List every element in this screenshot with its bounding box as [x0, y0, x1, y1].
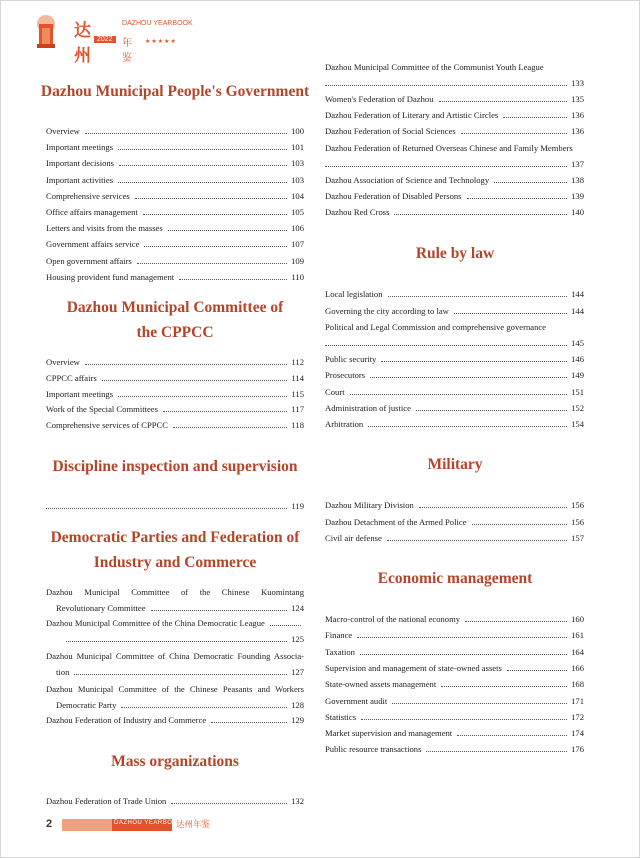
- toc-page-number: 136: [571, 126, 584, 136]
- leader-dots: [467, 198, 567, 199]
- toc-entry[interactable]: [46, 223, 304, 234]
- leader-dots: [119, 165, 287, 166]
- toc-page-number: 139: [571, 191, 584, 201]
- toc-page-number: 172: [571, 711, 584, 722]
- toc-entry[interactable]: [325, 679, 584, 690]
- section-title-mass-organizations: Mass organizations: [111, 753, 239, 770]
- toc-entry-label: Statistics: [325, 711, 357, 722]
- toc-entry[interactable]: [46, 142, 304, 153]
- footer-chinese-title: 达州年鉴: [176, 820, 211, 830]
- leader-dots: [143, 214, 287, 215]
- leader-dots: [102, 380, 287, 381]
- toc-entry[interactable]: [46, 357, 304, 368]
- toc-entry-label: Overview: [46, 357, 80, 367]
- toc-page-number: 106: [291, 223, 304, 234]
- toc-entry-label: Local legislation: [325, 289, 383, 299]
- leader-dots: [361, 719, 567, 720]
- toc-page-number: 149: [571, 370, 584, 381]
- toc-entry[interactable]: [325, 630, 584, 641]
- toc-entry-label: Important activities: [46, 174, 114, 185]
- toc-page-number: 115: [291, 388, 304, 399]
- toc-entry-label: Government audit: [325, 695, 388, 706]
- leader-dots: [137, 263, 287, 264]
- toc-entry-label: Administration of justice: [325, 402, 411, 413]
- toc-page-number: 166: [571, 662, 584, 673]
- leader-dots: [357, 637, 567, 638]
- section-title-rule-by-law: Rule by law: [415, 245, 495, 262]
- leader-dots: [426, 751, 567, 752]
- toc-entry-label: Dazhou Association of Science and Technology: [325, 175, 490, 185]
- leader-dots: [439, 101, 568, 102]
- leader-dots: [394, 214, 567, 215]
- section-title-economic-management: Economic management: [377, 570, 533, 587]
- toc-entry-youth-league[interactable]: Dazhou Municipal Committee of the Communist Youth League 133: [325, 62, 584, 88]
- leader-dots: [85, 133, 287, 134]
- leader-dots: [503, 117, 567, 118]
- leader-dots: [465, 621, 567, 622]
- toc-entry[interactable]: [325, 728, 584, 739]
- toc-page-number: 104: [291, 190, 304, 201]
- section-title-cppcc-line2: the CPPCC: [136, 324, 214, 341]
- toc-entry[interactable]: [325, 533, 584, 544]
- toc-page-number: 152: [571, 402, 584, 413]
- toc-entry[interactable]: [325, 419, 584, 430]
- toc-entry[interactable]: [46, 126, 304, 137]
- toc-page-number: 100: [291, 126, 304, 136]
- toc-entry-label: Finance: [325, 630, 353, 641]
- toc-entry-label: Office affairs management: [46, 207, 138, 217]
- section-title-parties-line1: Democratic Parties and Federation of: [50, 529, 300, 546]
- leader-dots: [370, 377, 567, 378]
- toc-entry-label: Comprehensive services: [46, 190, 130, 201]
- toc-entry[interactable]: [46, 373, 304, 384]
- leader-dots: [457, 735, 567, 736]
- logo-english-title: DAZHOU YEARBOOK: [122, 20, 193, 27]
- toc-entry[interactable]: [46, 175, 304, 186]
- toc-page-number: 156: [571, 516, 584, 527]
- toc-entry-label: Dazhou Federation of Literary and Artistic Circles: [325, 110, 499, 120]
- toc-entry[interactable]: [46, 239, 304, 250]
- section-title-cppcc: [40, 295, 310, 345]
- leader-dots: [368, 426, 567, 427]
- leader-dots: [118, 149, 287, 150]
- toc-entry-overseas-chinese[interactable]: Dazhou Federation of Returned Overseas Chinese and Family Members 137: [325, 143, 584, 169]
- toc-entry-label: Dazhou Military Division: [325, 500, 414, 510]
- leader-dots: [118, 396, 287, 397]
- toc-entry[interactable]: [325, 207, 584, 218]
- toc-page-number: 168: [571, 679, 584, 690]
- toc-page-number: 103: [291, 158, 304, 169]
- toc-entry[interactable]: [325, 696, 584, 707]
- toc-entry-label: State-owned assets management: [325, 679, 437, 690]
- toc-entry-label: Dazhou Federation of Disabled Persons: [325, 191, 462, 201]
- toc-entry-label: Prosecutors: [325, 370, 366, 381]
- toc-page-number: 109: [291, 255, 304, 266]
- leader-dots: [179, 279, 287, 280]
- toc-entry[interactable]: [325, 663, 584, 674]
- toc-page-number: 154: [571, 419, 584, 430]
- toc-entry-label: Governing the city according to law: [325, 305, 449, 316]
- toc-entry[interactable]: [325, 110, 584, 121]
- toc-page-number: 119: [291, 501, 304, 511]
- toc-page-number: 146: [571, 354, 584, 364]
- leader-dots: [416, 410, 567, 411]
- toc-entry[interactable]: [325, 289, 584, 300]
- toc-entry[interactable]: [325, 403, 584, 414]
- toc-page-number: 135: [571, 94, 584, 104]
- toc-entry-label: Supervision and management of state-owned assets: [325, 662, 502, 673]
- logo-stars: ★★★★★: [145, 39, 177, 45]
- leader-dots: [419, 507, 567, 508]
- toc-entry-label: CPPCC affairs: [46, 372, 97, 383]
- toc-entry[interactable]: [325, 614, 584, 625]
- toc-page-number: 161: [571, 630, 584, 641]
- page-number: 2: [46, 818, 53, 830]
- toc-entry-label: Dazhou Detachment of the Armed Police: [325, 516, 467, 527]
- toc-entry-label: Public security: [325, 354, 377, 364]
- toc-entry[interactable]: [46, 389, 304, 400]
- toc-page-number: 117: [291, 404, 304, 415]
- toc-page-number: 110: [291, 271, 304, 282]
- toc-entry-label: Open government affairs: [46, 255, 132, 266]
- toc-page-number: 151: [571, 386, 584, 397]
- toc-page-number: 144: [571, 289, 584, 299]
- leader-dots: [472, 524, 567, 525]
- toc-entry[interactable]: [325, 354, 584, 365]
- toc-entry-discipline[interactable]: [46, 501, 304, 512]
- leader-dots: [441, 686, 567, 687]
- leader-dots: [392, 703, 567, 704]
- leader-dots: [144, 246, 287, 247]
- toc-entry-peasants-workers[interactable]: Dazhou Municipal Committee of the Chinese Peasants and Workers Democratic Party 128: [46, 684, 304, 710]
- toc-page-number: 107: [291, 239, 304, 250]
- leader-dots: [461, 133, 567, 134]
- leader-dots: [454, 313, 567, 314]
- toc-page-number: 160: [571, 614, 584, 624]
- toc-entry[interactable]: [46, 420, 304, 431]
- toc-entry-kuomintang[interactable]: Dazhou Municipal Committee of the Chinese Kuomintang Revolutionary Committee 124: [46, 587, 304, 613]
- leader-dots: [387, 540, 567, 541]
- leader-dots: [494, 182, 567, 183]
- toc-entry[interactable]: [325, 306, 584, 317]
- toc-entry[interactable]: [46, 158, 304, 169]
- toc-entry-label: Women's Federation of Dazhou: [325, 94, 434, 104]
- logo-nianjian: 年鉴: [122, 38, 132, 64]
- toc-page-number: 103: [291, 174, 304, 185]
- toc-entry-label: Letters and visits from the masses: [46, 223, 163, 234]
- toc-entry-industry-commerce[interactable]: Dazhou Federation of Industry and Commerce 129: [46, 715, 304, 725]
- toc-entry-label: Comprehensive services of CPPCC: [46, 420, 168, 431]
- toc-entry-label: Important meetings: [46, 388, 114, 399]
- toc-entry-label: Work of the Special Committees: [46, 404, 158, 415]
- toc-page-number: 101: [291, 142, 304, 153]
- leader-dots: [381, 361, 567, 362]
- logo-year: 2022: [94, 36, 116, 43]
- toc-page-number: 157: [571, 533, 584, 543]
- toc-page-number: 144: [571, 305, 584, 316]
- section-title-government: Dazhou Municipal People's Government: [40, 83, 310, 100]
- toc-entry-label: Dazhou Federation of Social Sciences: [325, 126, 456, 136]
- toc-entry-label: Court: [325, 386, 345, 397]
- toc-page-number: 136: [571, 110, 584, 120]
- toc-entry[interactable]: [325, 191, 584, 202]
- toc-entry-label: Overview: [46, 126, 80, 136]
- toc-entry[interactable]: [46, 272, 304, 283]
- toc-entry[interactable]: [46, 256, 304, 267]
- toc-page-number: 176: [571, 744, 584, 755]
- toc-entry[interactable]: [325, 500, 584, 511]
- logo-chinese-title: 达州: [74, 21, 93, 66]
- toc-entry-trade-union[interactable]: Dazhou Federation of Trade Union 132: [46, 796, 304, 806]
- section-title-democratic-parties: [40, 525, 310, 575]
- toc-entry[interactable]: [325, 370, 584, 381]
- toc-entry-label: Important meetings: [46, 142, 114, 153]
- toc-page-number: 164: [571, 646, 584, 657]
- toc-entry[interactable]: [325, 647, 584, 658]
- section-title-military: Military: [427, 456, 483, 473]
- toc-entry[interactable]: [325, 517, 584, 528]
- section-title-parties-line2: Industry and Commerce: [93, 554, 257, 571]
- toc-entry[interactable]: [325, 126, 584, 137]
- leader-dots: [135, 198, 287, 199]
- toc-entry[interactable]: [46, 207, 304, 218]
- toc-entry-label: Taxation: [325, 646, 355, 657]
- toc-page-number: 105: [291, 207, 304, 217]
- toc-page-number: 112: [291, 357, 304, 367]
- toc-entry[interactable]: [46, 191, 304, 202]
- toc-entry-label: Civil air defense: [325, 533, 382, 543]
- toc-entry-label: Arbitration: [325, 419, 364, 430]
- leader-dots: [173, 427, 287, 428]
- toc-page-number: 156: [571, 500, 584, 510]
- toc-entry-label: Public resource transactions: [325, 744, 422, 755]
- leader-dots: [168, 230, 287, 231]
- toc-entry[interactable]: [46, 404, 304, 415]
- toc-entry-political-legal[interactable]: Political and Legal Commission and comprehensive governance 145: [325, 322, 584, 348]
- section-title-cppcc-line1: Dazhou Municipal Committee of: [66, 299, 284, 316]
- toc-entry-label: Dazhou Red Cross: [325, 207, 390, 217]
- toc-entry-democratic-founding[interactable]: Dazhou Municipal Committee of China Democratic Founding Associa- tion 127: [46, 651, 304, 677]
- toc-entry-democratic-league[interactable]: Dazhou Municipal Committee of the China Democratic League 125: [46, 618, 304, 644]
- toc-page-number: 174: [571, 728, 584, 739]
- toc-entry[interactable]: [325, 744, 584, 755]
- toc-entry-label: Market supervision and management: [325, 728, 453, 739]
- toc-page-number: 171: [571, 695, 584, 706]
- toc-entry-label: Macro-control of the national economy: [325, 614, 461, 624]
- leader-dots: [360, 654, 567, 655]
- toc-page-number: 140: [571, 207, 584, 217]
- toc-entry[interactable]: [325, 387, 584, 398]
- leader-dots: [163, 411, 287, 412]
- leader-dots: [388, 296, 567, 297]
- toc-entry[interactable]: [325, 94, 584, 105]
- leader-dots: [85, 364, 287, 365]
- toc-entry-label: Important decisions: [46, 158, 115, 169]
- city-emblem-icon: [34, 14, 58, 50]
- leader-dots: [507, 670, 567, 671]
- toc-entry[interactable]: [325, 712, 584, 723]
- toc-page-number: 114: [291, 372, 304, 383]
- toc-page-number: 118: [291, 420, 304, 431]
- toc-entry[interactable]: [325, 175, 584, 186]
- toc-entry-label: Government affairs service: [46, 239, 140, 250]
- leader-dots: [350, 394, 567, 395]
- leader-dots: [118, 182, 287, 183]
- section-title-discipline: Discipline inspection and supervision: [52, 458, 298, 475]
- toc-entry-label: Housing provident fund management: [46, 271, 175, 282]
- footer-english-title: DAZHOU YEARBOOK: [114, 820, 183, 826]
- toc-page-number: 138: [571, 175, 584, 185]
